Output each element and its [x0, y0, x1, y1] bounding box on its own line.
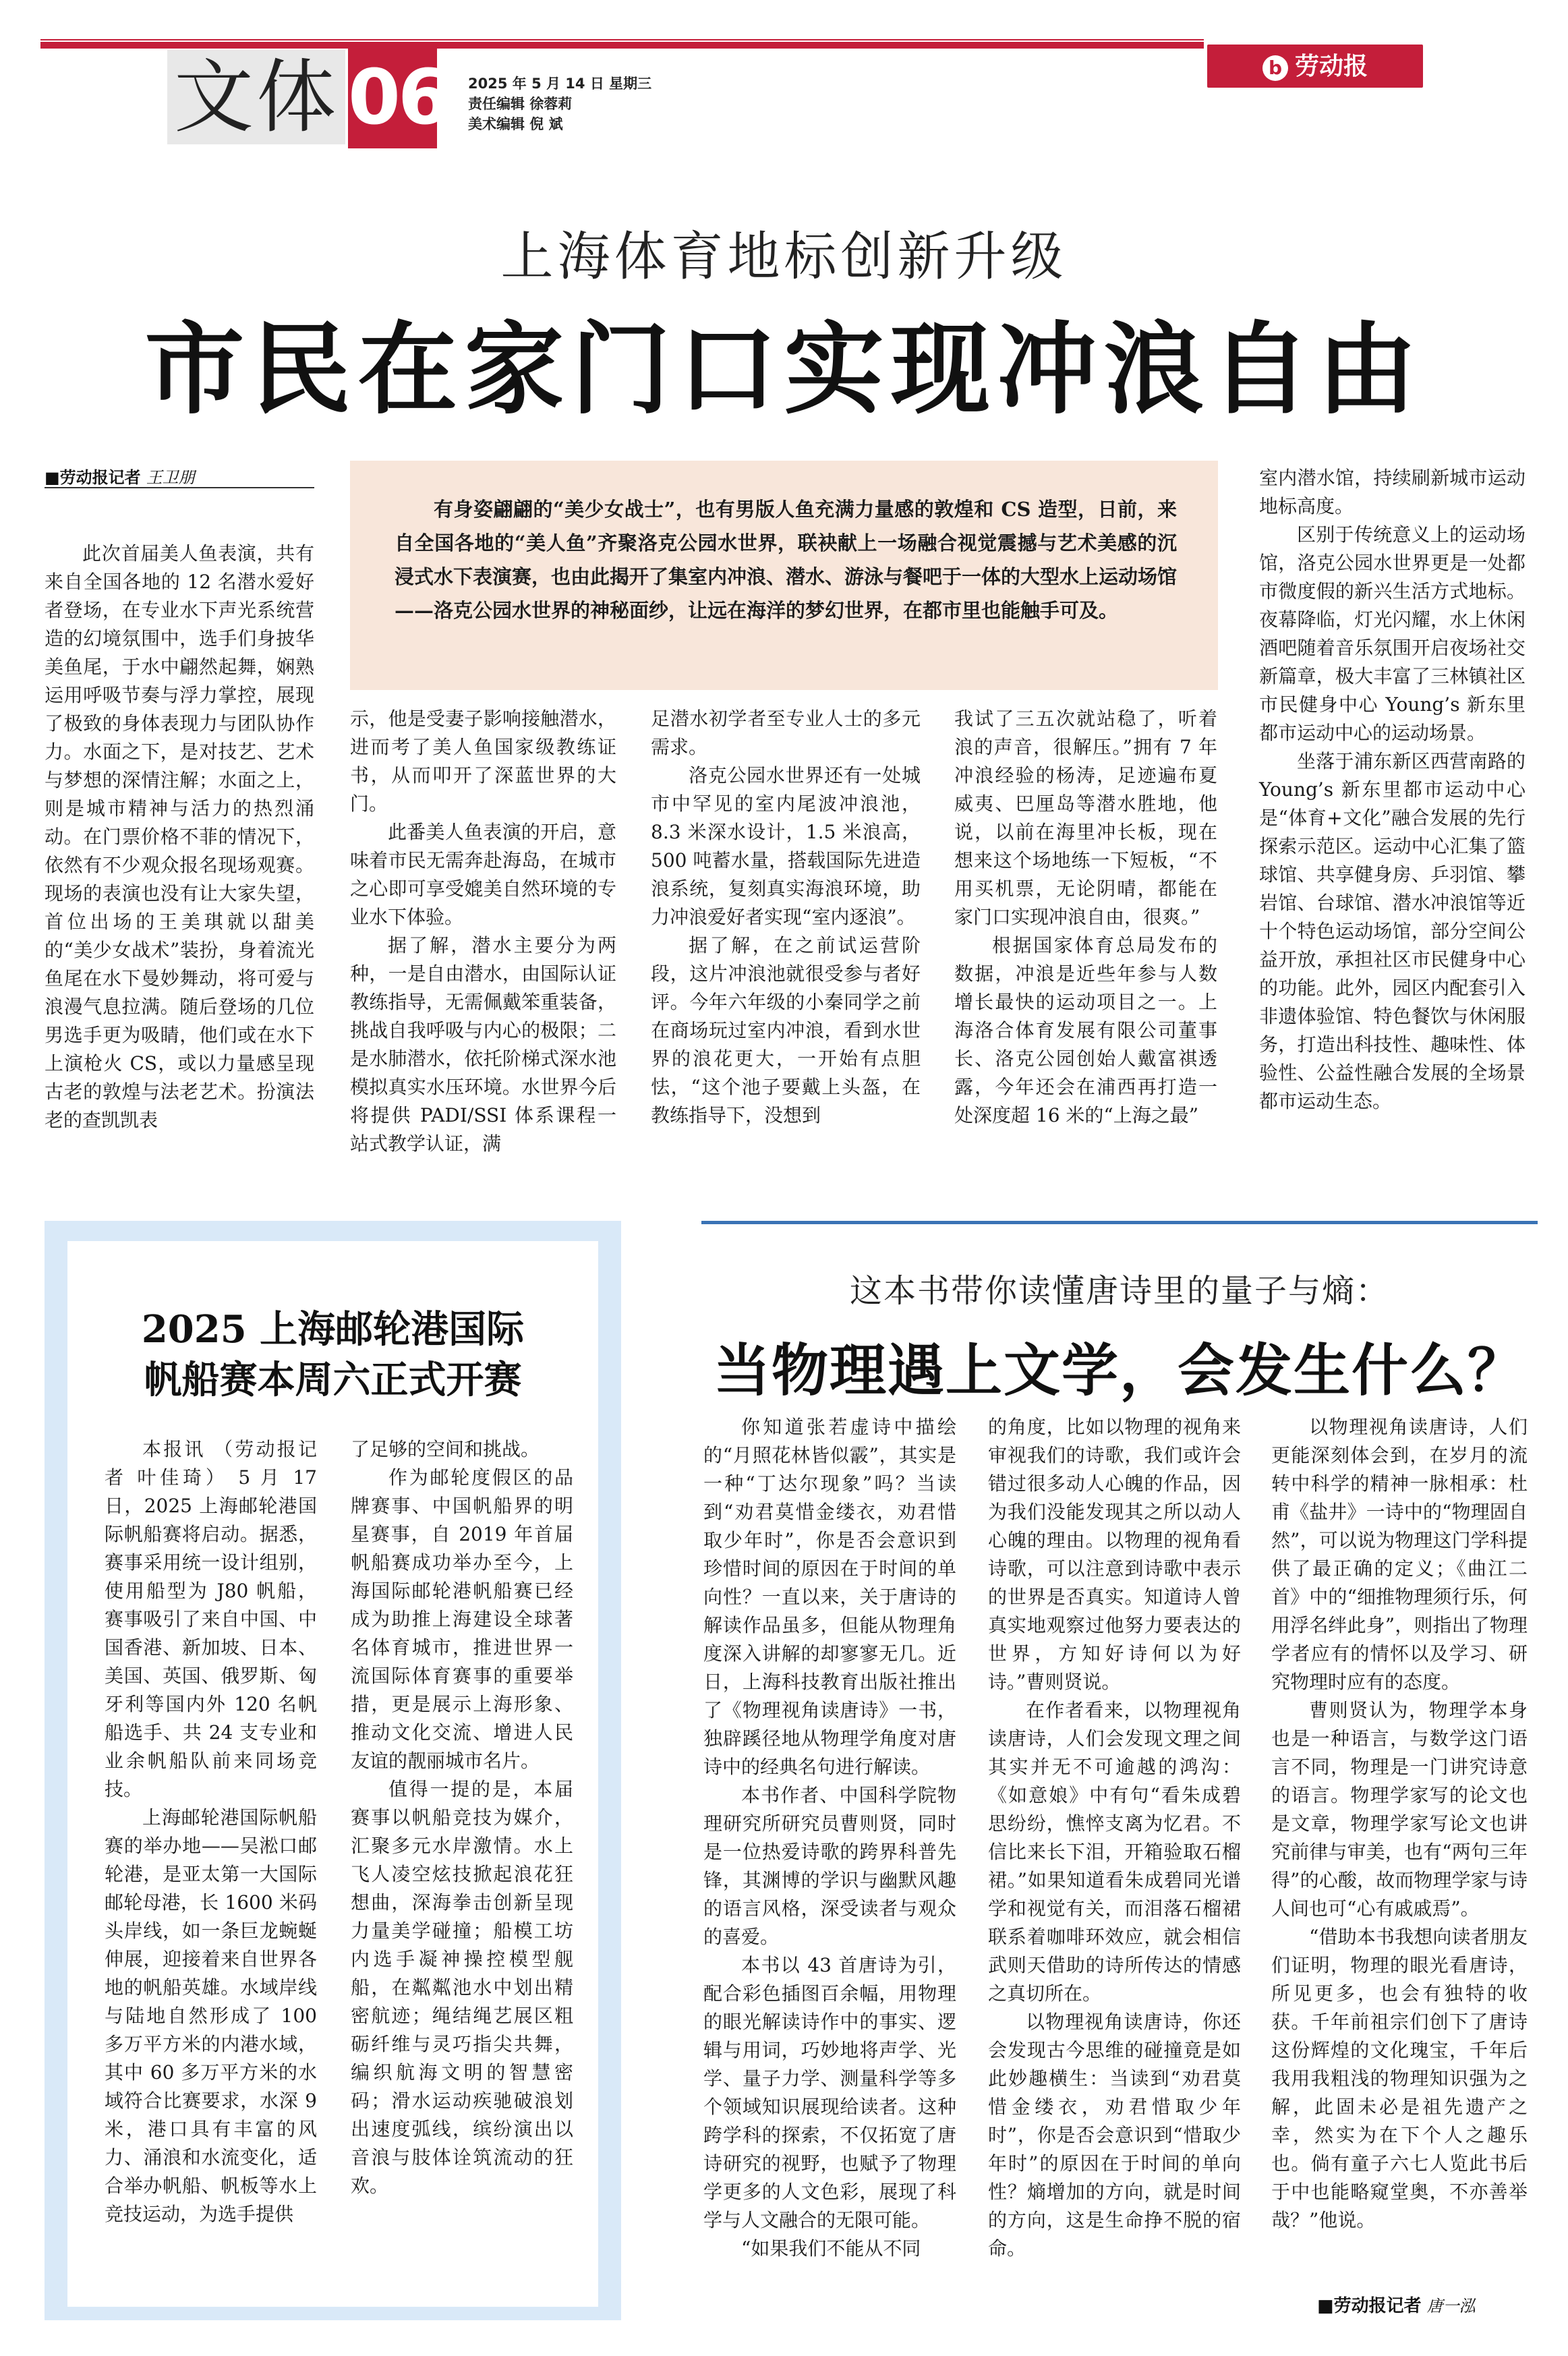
- paragraph: 了足够的空间和挑战。: [351, 1438, 540, 1460]
- lead-byline: [45, 464, 195, 488]
- paragraph: 区别于传统意义上的运动场馆，洛克公园水世界更是一处都市微度假的新兴生活方式地标。夜幕降临，灯光闪耀，水上休闲酒吧随着音乐氛围开启夜场社交新篇章，极大丰富了三林镇社区市民健身中心 Young’s 新东里都市运动中心的运动场景。: [1259, 523, 1526, 744]
- paragraph: 的角度，比如以物理的视角来审视我们的诗歌，我们或许会错过很多动人心魄的作品，因为我们没能发现其之所以动人心魄的理由。以物理的视角看诗歌，可以注意到诗歌中表示的世界是否真实。知道诗人曾真实地观察过他努力要表达的世界，方知好诗何以为好诗。”曹则贤说。: [988, 1416, 1241, 1693]
- sailing-column-1: [105, 1435, 317, 2229]
- paper-logo: [1207, 45, 1423, 88]
- lead-column-2: [350, 705, 616, 1158]
- page-number: 06: [348, 47, 437, 148]
- byline-label: ■劳动报记者: [45, 468, 141, 487]
- paragraph: 作为邮轮度假区的品牌赛事、中国帆船界的明星赛事，自 2019 年首届帆船赛成功举办至今，上海国际邮轮港帆船赛已经成为助推上海建设全球著名体育城市，推进世界一流国际体育赛事的重要举措，更是展示上海形象、推动文化交流、增进人民友谊的靓丽城市名片。: [351, 1466, 573, 1772]
- byline-rule: [45, 487, 314, 488]
- lead-column-1: [45, 540, 314, 1134]
- lead-summary: [395, 492, 1177, 627]
- art-editor-line: 美术编辑 倪 斌: [468, 116, 563, 132]
- paragraph: 足潜水初学者至专业人士的多元需求。: [651, 708, 921, 758]
- paragraph: 值得一提的是，本届赛事以帆船竞技为媒介，汇聚多元水岸激情。水上飞人凌空炫技掀起浪花狂想曲，深海拳击创新呈现力量美学碰撞；船模工坊内选手凝神操控模型舰船，在粼粼池水中划出精密航迹；绳结绳艺展区粗砺纤维与灵巧指尖共舞，编织航海文明的智慧密码；滑水运动疾驰破浪划出速度弧线，缤纷演出以音浪与肢体诠筑流动的狂欢。: [351, 1778, 573, 2197]
- byline-name: 王卫朋: [146, 468, 195, 487]
- sailing-dateline: 本报讯 （劳动报记者 叶佳琦） 5 月 17 日，2025 上海邮轮港国际帆船赛将启动。据悉，赛事采用统一设计组别，使用船型为 J80 帆船，赛事吸引了来自中国、中国香港、新加坡、日本、美国、英国、俄罗斯、匈牙利等国内外 120 名帆船选手、共 24 支专业和业余帆船队前来同场竞技。: [105, 1438, 317, 1800]
- lead-column-5: [1259, 464, 1526, 1116]
- date-line: 2025 年 5 月 14 日 星期三: [468, 76, 652, 92]
- byline-label: ■劳动报记者: [1317, 2296, 1422, 2316]
- paragraph: 你知道张若虚诗中描绘的“月照花林皆似霰”，其实是一种“丁达尔现象”吗？当读到“劝君莫惜金缕衣，劝君惜取少年时”，你是否会意识到珍惜时间的原因在于时间的单向性？一直以来，关于唐诗的解读作品虽多，但能从物理角度深入讲解的却寥寥无几。近日，上海科技教育出版社推出了《物理视角读唐诗》一书，独辟蹊径地从物理学角度对唐诗中的经典名句进行解读。: [703, 1416, 956, 1778]
- paragraph: 据了解，潜水主要分为两种，一是自由潜水，由国际认证教练指导，无需佩戴笨重装备，挑战自我呼吸与内心的极限；二是水肺潜水，依托阶梯式深水池模拟真实水压环境。水世界今后将提供 PADI/SSI 体系课程一站式教学认证，满: [350, 934, 616, 1155]
- paragraph: 以物理视角读唐诗，你还会发现古今思维的碰撞竟是如此妙趣横生：当读到“劝君莫惜金缕衣，劝君惜取少年时”，你是否会意识到“惜取少年时”的原因在于时间的单向性？熵增加的方向，就是时间的方向，这是生命挣不脱的宿命。: [988, 2011, 1241, 2260]
- logo-text: 劳动报: [1294, 52, 1368, 80]
- paragraph: 示，他是受妻子影响接触潜水，进而考了美人鱼国家级教练证书，从而叩开了深蓝世界的大门。: [350, 708, 616, 815]
- paragraph: 本书以 43 首唐诗为引，配合彩色插图百余幅，用物理的眼光解读诗作中的事实、逻辑与用词，巧妙地将声学、光学、量子力学、测量科学等多个领域知识展现给读者。这种跨学科的探索，不仅拓宽了唐诗研究的视野，也赋予了物理学更多的人文色彩，展现了科学与人文融合的无限可能。: [703, 1954, 956, 2231]
- header-rule: [40, 42, 1204, 49]
- paragraph: 以物理视角读唐诗，人们更能深刻体会到，在岁月的流转中科学的精神一脉相承：杜甫《盐井》一诗中的“物理固自然”，可以说为物理这门学科提供了最正确的定义；《曲江二首》中的“细推物理须行乐，何用浮名绊此身”，则指出了物理学者应有的情怀以及学习、研究物理时应有的态度。: [1271, 1416, 1528, 1693]
- sailing-headline-line1: 2025 上海邮轮港国际: [141, 1307, 525, 1352]
- paragraph: 根据国家体育总局发布的数据，冲浪是近些年参与人数增长最快的运动项目之一。上海洛合体育发展有限公司董事长、洛克公园创始人戴富祺透露，今年还会在浦西再打造一处深度超 16 米的“上海之最”: [954, 934, 1217, 1126]
- lead-kicker: 上海体育地标创新升级: [500, 227, 1068, 287]
- paragraph: “如果我们不能从不同: [741, 2237, 921, 2260]
- editor-line: 责任编辑 徐蓉莉: [468, 96, 573, 112]
- paragraph: 上海邮轮港国际帆船赛的举办地——吴淞口邮轮港，是亚太第一大国际邮轮母港，长 1600 米码头岸线，如一条巨龙蜿蜒伸展，迎接着来自世界各地的帆船英雄。水域岸线与陆地自然形成了 100 多万平方米的内港水域，其中 60 多万平方米的水域符合比赛要求，水深 9 米，港口具有丰富的风力、涌浪和水流变化，适合举办帆船、帆板等水上竞技运动，为选手提供: [105, 1806, 317, 2225]
- paragraph: 室内潜水馆，持续刷新城市运动地标高度。: [1259, 467, 1526, 517]
- sailing-column-2: [351, 1435, 573, 2200]
- paragraph: 本书作者、中国科学院物理研究所研究员曹则贤，同时是一位热爱诗歌的跨界科普先锋，其渊博的学识与幽默风趣的语言风格，深受读者与观众的喜爱。: [703, 1784, 956, 1948]
- book-byline: [1317, 2292, 1476, 2317]
- book-column-1: [703, 1413, 956, 2263]
- paragraph: 洛克公园水世界还有一处城市中罕见的室内尾波冲浪池，8.3 米深水设计，1.5 米浪高，500 吨蓄水量，搭载国际先进造浪系统，复刻真实海浪环境，助力冲浪爱好者实现“室内逐浪”。: [651, 764, 921, 928]
- paragraph: 此次首届美人鱼表演，共有来自全国各地的 12 名潜水爱好者登场，在专业水下声光系统营造的幻境氛围中，选手们身披华美鱼尾，于水中翩然起舞，娴熟运用呼吸节奏与浮力掌控，展现了极致的身体表现力与团队协作力。水面之下，是对技艺、艺术与梦想的深情注解；水面之上，则是城市精神与活力的热烈涌动。在门票价格不菲的情况下，依然有不少观众报名现场观赛。现场的表演也没有让大家失望，首位出场的王美琪就以甜美的“美少女战术”装扮，身着流光鱼尾在水下曼妙舞动，将可爱与浪漫气息拉满。随后登场的几位男选手更为吸睛，他们或在水下上演枪火 CS，或以力量感呈现古老的敦煌与法老艺术。扮演法老的查凯凯表: [45, 542, 314, 1131]
- paragraph: 在作者看来，以物理视角读唐诗，人们会发现文理之间其实并无不可逾越的鸿沟：《如意娘》中有句“看朱成碧思纷纷，憔悴支离为忆君。不信比来长下泪，开箱验取石榴裙。”如果知道看朱成碧同光谱学和视觉有关，而泪落石榴裙联系着咖啡环效应，就会相信武则天借助的诗所传达的情感之真切所在。: [988, 1699, 1241, 2005]
- paragraph: 据了解，在之前试运营阶段，这片冲浪池就很受参与者好评。今年六年级的小秦同学之前在商场玩过室内冲浪，看到水世界的浪花更大，一开始有点胆怯，“这个池子要戴上头盔，在教练指导下，没想到: [651, 934, 921, 1126]
- paragraph: 坐落于浦东新区西营南路的 Young’s 新东里都市运动中心是“体育+文化”融合发展的先行探索示范区。运动中心汇集了篮球馆、共享健身房、乒羽馆、攀岩馆、台球馆、潜水冲浪馆等近十个特色运动场馆，部分空间公益开放，承担社区市民健身中心的功能。此外，园区内配套引入非遗体验馆、特色餐饮与休闲服务，打造出科技性、趣味性、体验性、公益性融合发展的全场景都市运动生态。: [1259, 750, 1526, 1112]
- header-rule-thin: [40, 39, 1204, 40]
- book-headline: 当物理遇上文学，会发生什么？: [713, 1337, 1526, 1404]
- byline-name: 唐一泓: [1426, 2297, 1476, 2316]
- paragraph: 曹则贤认为，物理学本身也是一种语言，与数学这门语言不同，物理是一门讲究诗意的语言。物理学家写的论文也是文章，物理学家写论文也讲究前律与审美，也有“两句三年得”的心酸，故而物理学家与诗人间也可“心有戚戚焉”。: [1271, 1699, 1528, 1920]
- paragraph: 我试了三五次就站稳了，听着浪的声音，很解压。”拥有 7 年冲浪经验的杨涛，足迹遍布夏威夷、巴厘岛等潜水胜地，他说，以前在海里冲长板，现在想来这个场地练一下短板，“不用买机票，无论阴晴，都能在家门口实现冲浪自由，很爽。”: [954, 708, 1217, 928]
- lead-headline: 市民在家门口实现冲浪自由: [144, 310, 1424, 428]
- paragraph: 此番美人鱼表演的开启，意味着市民无需奔赴海岛，在城市之心即可享受媲美自然环境的专业水下体验。: [350, 821, 616, 928]
- book-section-rule: [701, 1221, 1538, 1224]
- book-column-2: [988, 1413, 1241, 2263]
- paragraph: “借助本书我想向读者朋友们证明，物理的眼光看唐诗，所见更多，也会有独特的收获。千年前祖宗们创下了唐诗这份辉煌的文化瑰宝，千年后我用我粗浅的物理知识强为之解，此固未必是祖先遗产之幸，然实为在下个人之趣乐也。倘有童子六七人览此书后于中也能略窥堂奥，不亦善举哉？”他说。: [1271, 1926, 1528, 2231]
- lead-column-4: [954, 705, 1217, 1130]
- book-column-3: [1271, 1413, 1528, 2235]
- book-kicker: 这本书带你读懂唐诗里的量子与熵：: [849, 1272, 1389, 1310]
- sailing-headline-line2: 帆船赛本周六正式开赛: [144, 1358, 522, 1402]
- lead-paragraph: 有身姿翩翩的“美少女战士”，也有男版人鱼充满力量感的敦煌和 CS 造型，日前，来自全国各地的“美人鱼”齐聚洛克公园水世界，联袂献上一场融合视觉震撼与艺术美感的沉浸式水下表演赛，也由此揭开了集室内冲浪、潜水、游泳与餐吧于一体的大型水上运动场馆——洛克公园水世界的神秘面纱，让远在海洋的梦幻世界，在都市里也能触手可及。: [395, 498, 1178, 622]
- lead-column-3: [651, 705, 921, 1130]
- logo-mark-icon: b: [1262, 55, 1288, 81]
- section-name: 文体: [167, 50, 345, 144]
